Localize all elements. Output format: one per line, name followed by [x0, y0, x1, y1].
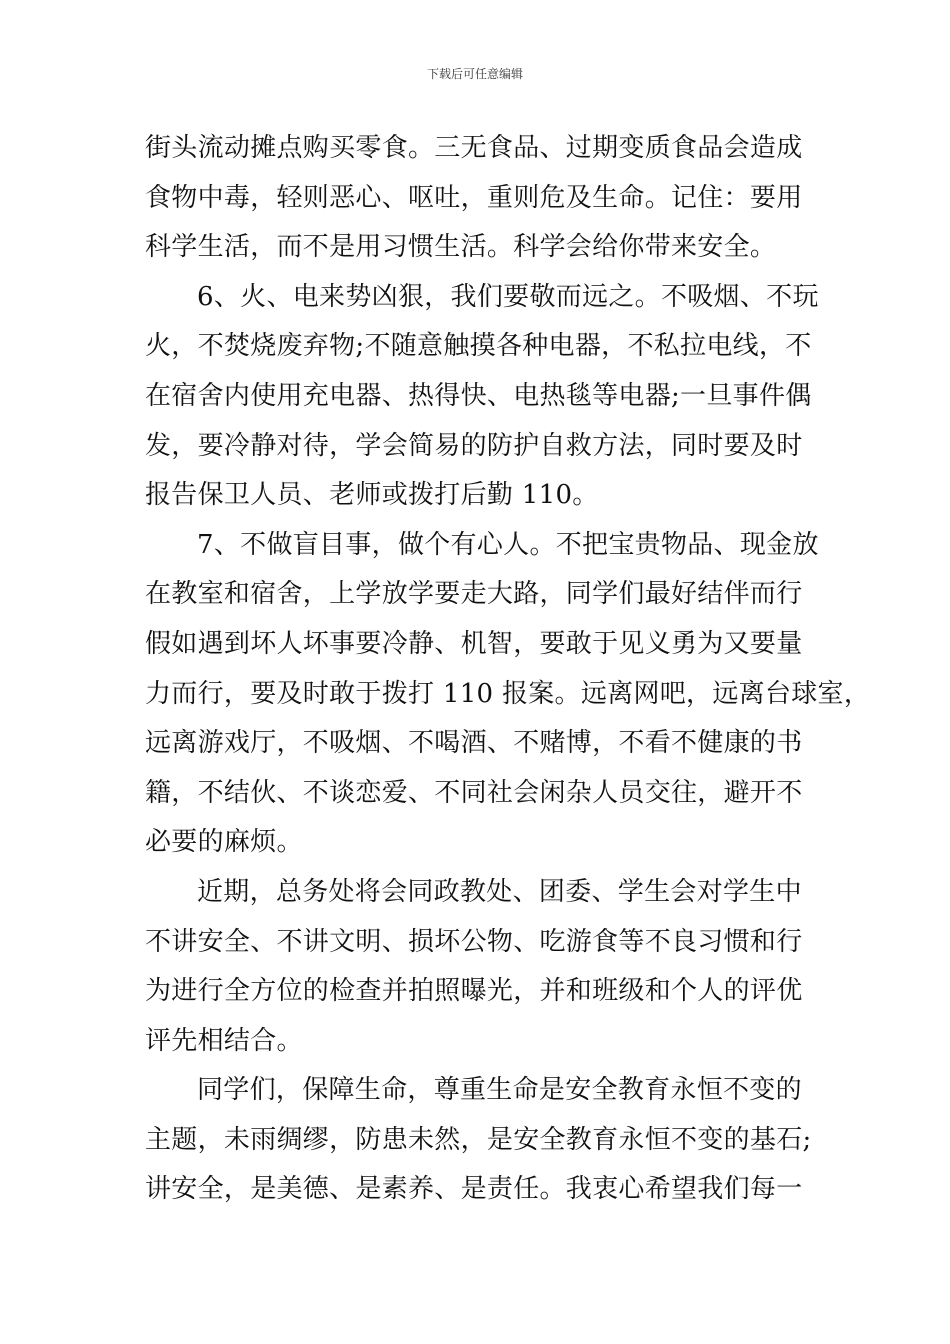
- text-line: 讲安全，是美德、是素养、是责任。我衷心希望我们每一: [145, 1174, 803, 1205]
- text-line: 必要的麻烦。: [145, 827, 303, 858]
- paragraph-start-line: 6、火、电来势凶狠，我们要敬而远之。不吸烟、不玩: [197, 281, 819, 312]
- paragraph-start-line: 同学们，保障生命，尊重生命是安全教育永恒不变的: [197, 1075, 802, 1106]
- text-line: 火，不焚烧废弃物;不随意触摸各种电器，不私拉电线，不: [145, 331, 812, 362]
- text-line: 发，要冷静对待，学会简易的防护自救方法，同时要及时: [145, 430, 803, 461]
- document-body: [145, 124, 871, 1215]
- text-line: 远离游戏厅，不吸烟、不喝酒、不赌博，不看不健康的书: [145, 728, 803, 759]
- text-line: 籍，不结伙、不谈恋爱、不同社会闲杂人员交往，避开不: [145, 777, 803, 808]
- text-line: 在宿舍内使用充电器、热得快、电热毯等电器;一旦事件偶: [145, 380, 812, 411]
- text-line: 街头流动摊点购买零食。三无食品、过期变质食品会造成: [145, 133, 803, 163]
- text-line: 在教室和宿舍，上学放学要走大路，同学们最好结伴而行: [145, 579, 803, 610]
- paragraph-start-line: 近期，总务处将会同政教处、团委、学生会对学生中: [197, 876, 802, 907]
- text-line: 力而行，要及时敢于拨打 110 报案。远离网吧，远离台球室，: [145, 678, 871, 709]
- text-line: 科学生活，而不是用习惯生活。科学会给你带来安全。: [145, 232, 777, 263]
- text-line: 食物中毒，轻则恶心、呕吐，重则危及生命。记住：要用: [145, 182, 803, 213]
- text-line: 主题，未雨绸缪，防患未然，是安全教育永恒不变的基石;: [145, 1124, 812, 1155]
- text-line: 不讲安全、不讲文明、损坏公物、吃游食等不良习惯和行: [145, 926, 803, 957]
- page-header-note: 下载后可任意编辑: [426, 67, 523, 81]
- paragraph-start-line: 7、不做盲目事，做个有心人。不把宝贵物品、现金放: [197, 529, 819, 560]
- text-line: 报告保卫人员、老师或拨打后勤 110。: [145, 480, 599, 511]
- text-line: 假如遇到坏人坏事要冷静、机智，要敢于见义勇为又要量: [145, 628, 803, 659]
- text-line: 为进行全方位的检查并拍照曝光，并和班级和个人的评优: [145, 976, 803, 1007]
- text-line: 评先相结合。: [145, 1025, 303, 1056]
